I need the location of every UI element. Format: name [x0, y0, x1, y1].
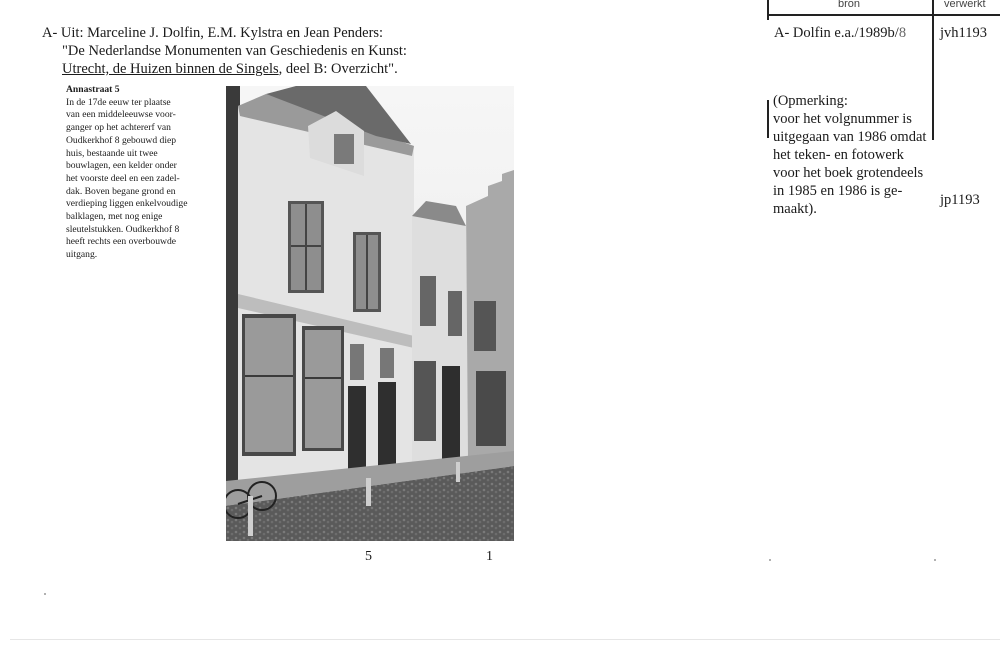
opmerking-line: in 1985 en 1986 is ge- — [773, 183, 903, 199]
caption-heading: Annastraat 5 — [66, 84, 120, 95]
column-header-verwerkt: verwerkt — [944, 0, 986, 10]
caption-line: uitgang. — [66, 249, 98, 261]
citation-line-1: A- Uit: Marceline J. Dolfin, E.M. Kylstra en Jean Penders: — [42, 25, 384, 41]
photo-caption — [66, 84, 216, 262]
caption-line: bouwlagen, een kelder onder — [66, 160, 177, 172]
caption-line: verdieping liggen enkelvoudige — [66, 198, 188, 210]
table-header-rule — [767, 14, 1000, 16]
opmerking-line: maakt). — [773, 201, 817, 217]
caption-line: In de 17de eeuw ter plaatse — [66, 96, 171, 108]
caption-line: Oudkerkhof 8 gebouwd diep — [66, 134, 177, 146]
page-bottom-edge — [10, 639, 1000, 640]
caption-line: huis, bestaande uit twee — [66, 147, 158, 159]
citation-line-2: "De Nederlandse Monumenten van Geschiedenis en Kunst: — [62, 43, 407, 59]
page-number-left: 5 — [365, 549, 372, 564]
verwerkt-entry: jvh1193 — [940, 25, 987, 41]
opmerking-line: voor het volgnummer is — [773, 111, 912, 127]
citation-block — [42, 24, 442, 78]
caption-line: van een middeleeuwse voor- — [66, 109, 176, 121]
page-number-right: 1 — [486, 549, 493, 564]
caption-line: balklagen, met nog enige — [66, 211, 163, 223]
opmerking-note — [773, 92, 943, 218]
caption-line: sleutelstukken. Oudkerkhof 8 — [66, 223, 180, 235]
building-photo — [226, 86, 514, 541]
bron-entry-text: A- Dolfin e.a./1989b/ — [774, 25, 899, 41]
opmerking-line: het teken- en fotowerk — [773, 147, 904, 163]
scan-speck — [44, 593, 46, 595]
caption-line: het voorste deel en een zadel- — [66, 172, 180, 184]
scan-speck — [934, 559, 936, 561]
citation-book-title: Utrecht, de Huizen binnen de Singels — [62, 61, 279, 77]
verwerkt-entry-2: jp1193 — [940, 192, 980, 208]
scan-speck — [769, 559, 771, 561]
column-header-bron: bron — [838, 0, 861, 10]
opmerking-line: uitgegaan van 1986 omdat — [773, 129, 927, 145]
bron-entry — [774, 24, 906, 42]
citation-line-3 — [42, 60, 442, 78]
citation-line-3-rest: , deel B: Overzicht". — [278, 61, 398, 77]
caption-line: heeft rechts een overbouwde — [66, 236, 177, 248]
table-rule-left-top — [767, 0, 769, 20]
caption-line: ganger op het achtererf van — [66, 122, 171, 134]
table-rule-left-mid — [767, 100, 769, 138]
caption-line: dak. Boven begane grond en — [66, 185, 176, 197]
bron-entry-suffix: 8 — [898, 25, 907, 41]
opmerking-line: voor het boek grotendeels — [773, 165, 924, 181]
opmerking-line: (Opmerking: — [773, 93, 848, 109]
